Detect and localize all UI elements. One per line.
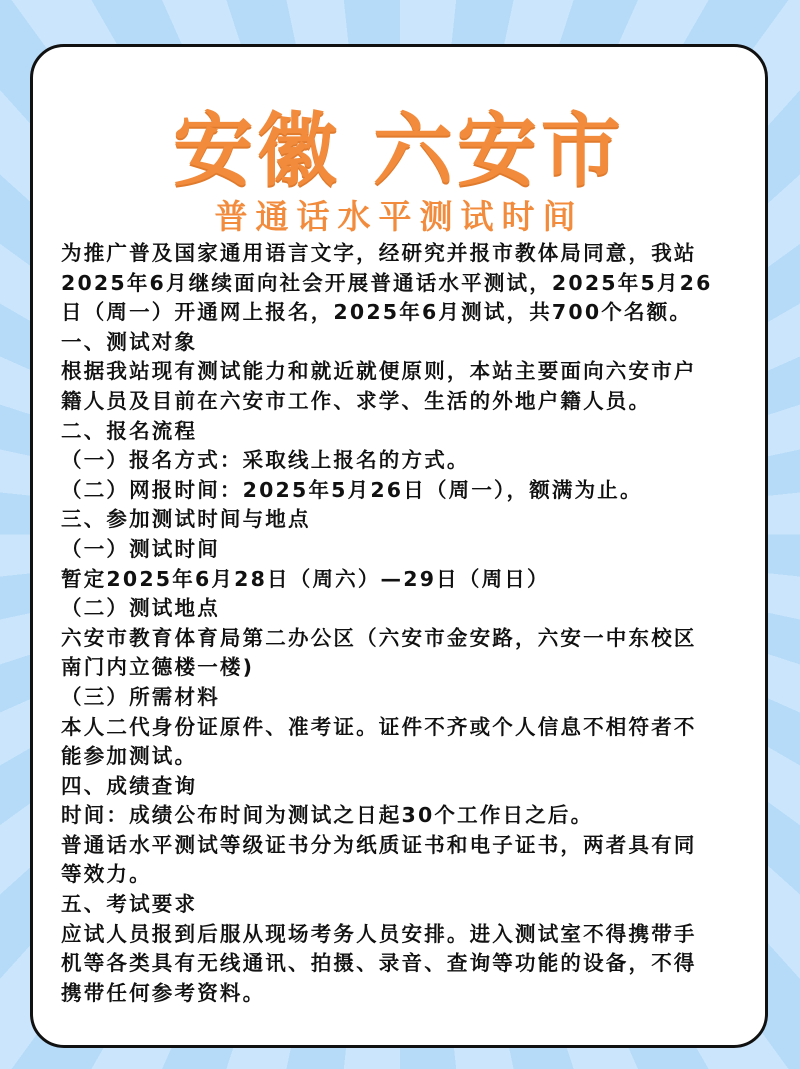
body-line: 南门内立德楼一楼) [61, 655, 255, 680]
subsection-heading: （二）测试地点 [61, 596, 220, 621]
body-line: 等效力。 [61, 862, 152, 887]
page-subtitle: 普通话水平测试时间 [214, 197, 584, 236]
body-line: 本人二代身份证原件、准考证。证件不齐或个人信息不相符者不 [61, 714, 697, 739]
notice-card [30, 44, 768, 1048]
body-line: （二）网报时间：2025年5月26日（周一），额满为止。 [61, 477, 643, 502]
body-line: 能参加测试。 [61, 744, 198, 769]
section-heading: 五、考试要求 [61, 892, 198, 917]
subsection-heading: （三）所需材料 [61, 684, 220, 709]
section-heading: 四、成绩查询 [61, 773, 198, 798]
body-line: 携带任何参考资料。 [61, 980, 266, 1005]
section-heading: 三、参加测试时间与地点 [61, 507, 311, 532]
body-line: 为推广普及国家通用语言文字，经研究并报市教体局同意，我站 [61, 241, 697, 265]
body-line: 普通话水平测试等级证书分为纸质证书和电子证书，两者具有同 [61, 832, 697, 857]
body-line: 六安市教育体育局第二办公区（六安市金安路，六安一中东校区 [61, 625, 697, 650]
body-line: 机等各类具有无线通讯、拍摄、录音、查询等功能的设备，不得 [61, 951, 697, 976]
body-line: 暂定2025年6月28日（周六）—29日（周日） [61, 566, 550, 591]
body-line: 籍人员及目前在六安市工作、求学、生活的外地户籍人员。 [61, 388, 652, 413]
section-heading: 二、报名流程 [61, 418, 198, 443]
body-line: 根据我站现有测试能力和就近就便原则，本站主要面向六安市户 [61, 359, 697, 384]
body-line: （一）报名方式：采取线上报名的方式。 [61, 448, 470, 473]
body-line: 时间：成绩公布时间为测试之日起30个工作日之后。 [61, 803, 594, 828]
body-line: 日（周一）开通网上报名，2025年6月测试，共700个名额。 [61, 300, 693, 325]
body-line: 应试人员报到后服从现场考务人员安排。进入测试室不得携带手 [61, 921, 697, 946]
notice-body [61, 239, 747, 1008]
page-title: 安徽 六安市 [173, 104, 625, 197]
section-heading: 一、测试对象 [61, 329, 198, 354]
body-line: 2025年6月继续面向社会开展普通话水平测试，2025年5月26 [61, 270, 713, 295]
subsection-heading: （一）测试时间 [61, 536, 220, 561]
